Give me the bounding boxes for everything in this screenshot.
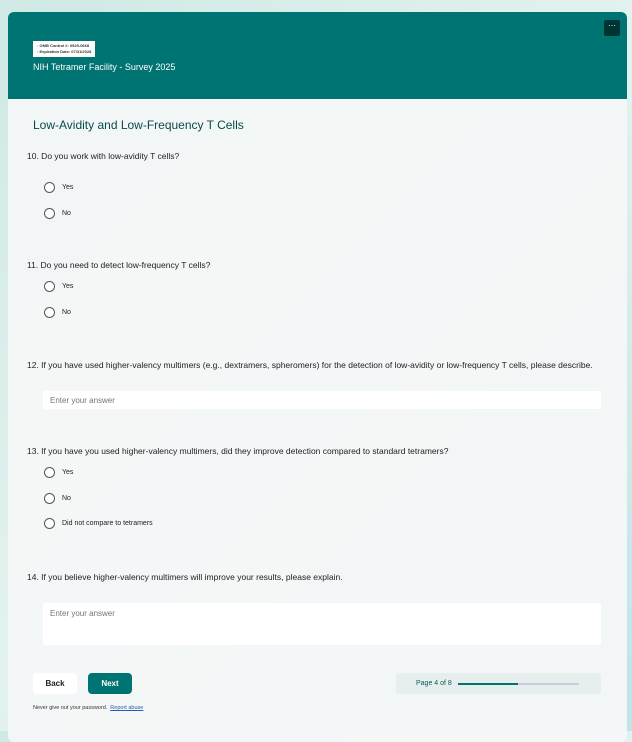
next-button[interactable]: Next (88, 673, 132, 694)
radio-option[interactable] (44, 281, 73, 292)
radio-icon[interactable] (44, 281, 55, 292)
survey-title: NIH Tetramer Facility - Survey 2025 (33, 62, 176, 72)
option-label: Yes (62, 283, 74, 290)
radio-icon[interactable] (44, 208, 55, 219)
answer-input-12[interactable] (43, 391, 601, 409)
expiration-date: • Expiration Date: 07/31/2028 (37, 49, 91, 55)
section-title: Low-Avidity and Low-Frequency T Cells (33, 118, 244, 132)
question-12: 12. If you have used higher-valency multimers (e.g., dextramers, spheromers) for the detection of low-avidity or low-frequency T cells, please describe. (27, 360, 593, 370)
option-label: Yes (62, 469, 74, 476)
option-label: Did not compare to tetramers (62, 520, 153, 527)
survey-form (8, 12, 627, 742)
footer-text: Never give out your password. (33, 705, 108, 711)
form-header (8, 12, 627, 99)
radio-icon[interactable] (44, 182, 55, 193)
progress-fill (458, 683, 519, 685)
radio-option[interactable] (44, 493, 71, 504)
omb-control: • OMB Control #: 0925-0668 (37, 43, 91, 49)
option-label: No (62, 309, 71, 316)
question-13: 13. If you have you used higher-valency multimers, did they improve detection compared to standard tetramers? (27, 446, 449, 456)
more-options-button[interactable]: ··· (604, 20, 620, 36)
radio-icon[interactable] (44, 467, 55, 478)
radio-icon[interactable] (44, 518, 55, 529)
radio-icon[interactable] (44, 493, 55, 504)
option-label: Yes (62, 184, 74, 191)
option-label: No (62, 210, 71, 217)
page-label: Page 4 of 8 (416, 680, 452, 687)
progress-bar (458, 683, 579, 685)
answer-textarea-14[interactable] (43, 603, 601, 645)
radio-option[interactable] (44, 208, 71, 219)
question-10: 10. Do you work with low-avidity T cells? (27, 151, 180, 161)
question-11: 11. Do you need to detect low-frequency T cells? (27, 260, 211, 270)
option-label: No (62, 495, 71, 502)
question-14: 14. If you believe higher-valency multimers will improve your results, please explain. (27, 572, 343, 582)
radio-icon[interactable] (44, 307, 55, 318)
radio-option[interactable] (44, 467, 73, 478)
radio-option[interactable] (44, 182, 73, 193)
footer (33, 705, 143, 711)
back-button[interactable]: Back (33, 673, 77, 694)
radio-option[interactable] (44, 307, 71, 318)
omb-info (33, 41, 95, 57)
page-progress (396, 673, 601, 694)
radio-option[interactable] (44, 518, 153, 529)
report-abuse-link[interactable]: Report abuse (110, 705, 144, 711)
